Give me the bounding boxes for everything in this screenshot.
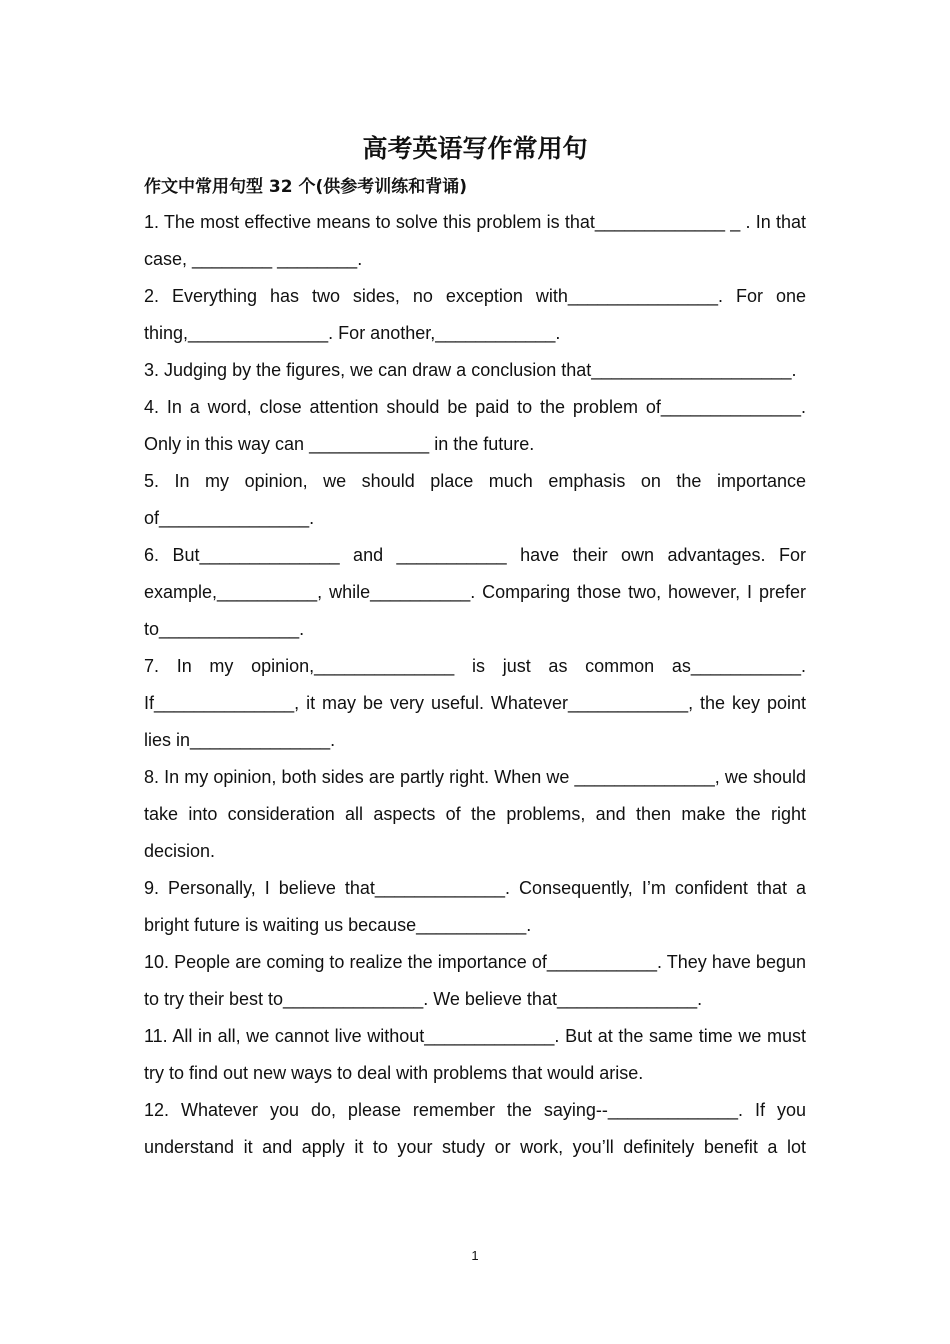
- sentence-item-6: 6. But______________ and ___________ have their own advantages. For example,__________, while__________. Comparing those two, however, I prefer to______________.: [144, 545, 806, 639]
- sentence-item-5: 5. In my opinion, we should place much emphasis on the importance of_______________.: [144, 471, 806, 528]
- sentence-item-4: 4. In a word, close attention should be paid to the problem of______________. Only in this way can ____________ in the future.: [144, 397, 806, 454]
- sentence-item-3: 3. Judging by the figures, we can draw a conclusion that____________________.: [144, 360, 797, 380]
- page-subtitle: 作文中常用句型 32 个(供参考训练和背诵): [144, 177, 468, 197]
- sentence-item-9: 9. Personally, I believe that_____________. Consequently, I’m confident that a bright future is waiting us because___________.: [144, 878, 806, 935]
- sentence-item-2: 2. Everything has two sides, no exception with_______________. For one thing,______________. For another,____________.: [144, 286, 806, 343]
- sentence-item-10: 10. People are coming to realize the importance of___________. They have begun to try their best to______________. We believe that______________.: [144, 952, 806, 1009]
- sentence-item-1: 1. The most effective means to solve this problem is that_____________ _ . In that case, ________ ________.: [144, 212, 806, 269]
- sentence-item-12: 12. Whatever you do, please remember the saying--_____________. If you understand it and apply it to your study or work, you’ll definitely benefit a lot: [144, 1100, 806, 1157]
- page-number: 1: [471, 1248, 479, 1263]
- page-title: 高考英语写作常用句: [362, 134, 588, 163]
- sentence-item-7: 7. In my opinion,______________ is just as common as___________. If______________, it may be very useful. Whatever____________, the key point lies in______________.: [144, 656, 806, 750]
- sentence-item-8: 8. In my opinion, both sides are partly right. When we ______________, we should take into consideration all aspects of the problems, and then make the right decision.: [144, 767, 806, 861]
- sentence-list: [144, 204, 806, 1166]
- sentence-item-11: 11. All in all, we cannot live without_____________. But at the same time we must try to find out new ways to deal with problems that would arise.: [144, 1026, 806, 1083]
